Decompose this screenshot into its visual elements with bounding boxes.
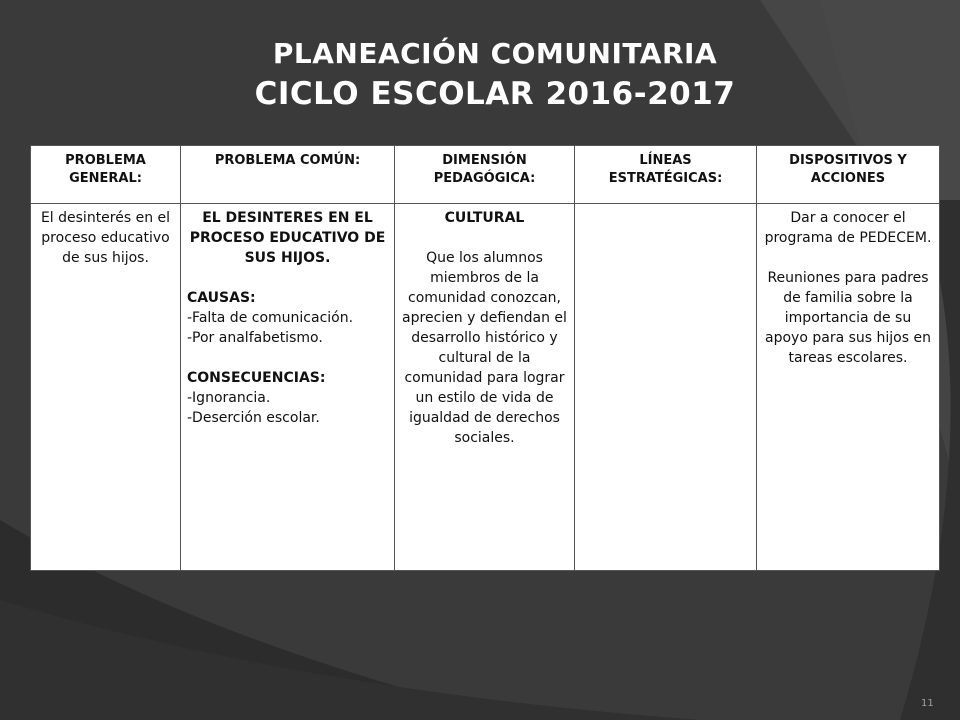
title-line-2: CICLO ESCOLAR 2016-2017 [254,76,736,112]
consequences-label: CONSECUENCIAS: [187,370,326,386]
slide-title [0,34,960,114]
consequence-item-1: -Ignorancia. [187,390,271,406]
planning-table [30,145,940,571]
action-item-1: Dar a conocer el programa de PEDECEM. [764,210,932,246]
title-line-1: PLANEACIÓN COMUNITARIA [272,37,718,70]
dimension-label: CULTURAL [444,210,525,226]
header-common-problem: PROBLEMA COMÚN: [181,146,395,204]
cell-strategic-lines [575,204,757,571]
header-actions: DISPOSITIVOS Y ACCIONES [757,146,940,204]
cell-general-problem [31,204,181,571]
cause-item-2: -Por analfabetismo. [187,330,323,346]
header-strategic-lines: LÍNEAS ESTRATÉGICAS: [575,146,757,204]
cell-actions [757,204,940,571]
table-row [31,204,940,571]
page-number: 11 [921,698,934,709]
header-general-problem: PROBLEMA GENERAL: [31,146,181,204]
cell-pedagogical-dimension [395,204,575,571]
consequence-item-2: -Deserción escolar. [187,410,320,426]
causes-label: CAUSAS: [187,290,256,306]
action-item-2: Reuniones para padres de familia sobre la importancia de su apoyo para sus hijos en tareas escolares. [765,270,931,366]
cell-common-problem [181,204,395,571]
header-pedagogical-dimension: DIMENSIÓN PEDAGÓGICA: [395,146,575,204]
general-problem-text: El desinterés en el proceso educativo de sus hijos. [40,210,171,266]
dimension-text: Que los alumnos miembros de la comunidad conozcan, aprecien y defiendan el desarrollo histórico y cultural de la comunidad para lograr un estilo de vida de igualdad de derechos sociales. [402,250,567,446]
table-header-row [31,146,940,204]
common-problem-title: EL DESINTERES EN EL PROCESO EDUCATIVO DE SUS HIJOS. [189,210,386,266]
cause-item-1: -Falta de comunicación. [187,310,354,326]
